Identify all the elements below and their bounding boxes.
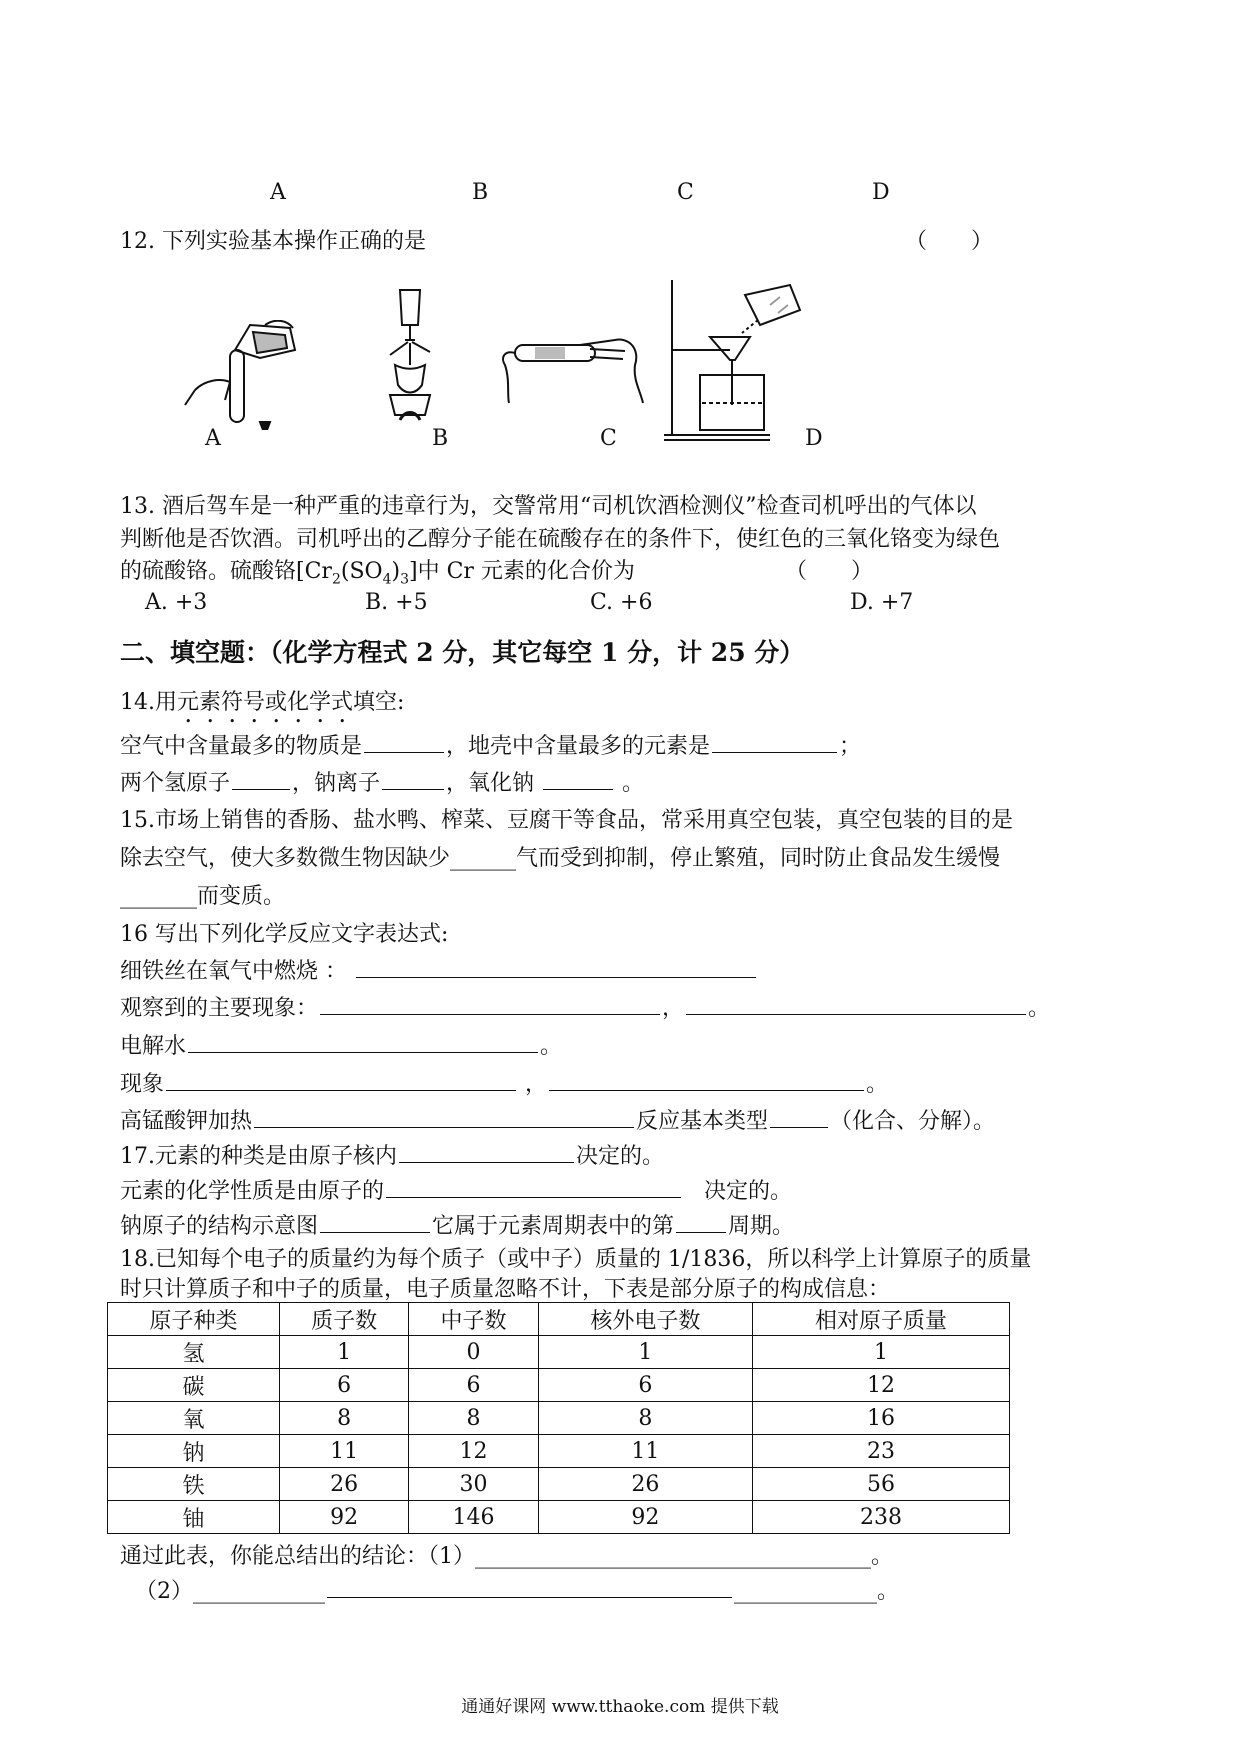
q12-answer-paren: （ ） [905,229,994,254]
table-cell: 氢 [108,1336,280,1369]
table-cell: 6 [409,1369,538,1402]
answer-blank[interactable] [770,1105,828,1128]
column-header: 中子数 [409,1303,538,1336]
q13-option-b: B. +5 [365,590,428,615]
answer-blank[interactable] [254,1105,634,1128]
answer-blank[interactable] [232,767,290,790]
answer-blank[interactable] [320,992,660,1015]
table-cell: 146 [409,1501,538,1534]
table-cell: 氧 [108,1402,280,1435]
answer-blank[interactable] [356,955,756,978]
text: ) [391,559,401,584]
page-footer: 通通好课网 www.tthaoke.com 提供下载 [461,1697,779,1717]
text: 的硫酸铬。硫酸铬[Cr [120,559,332,584]
table-cell: 30 [409,1468,538,1501]
table-header-row [108,1303,1010,1336]
text: 观察到的主要现象： [120,996,319,1021]
q12-figure-b [360,280,460,430]
text: （化合、分解）。 [830,1109,996,1134]
table-cell: 1 [279,1336,408,1369]
subscript: 4 [382,571,392,588]
text: 。 [871,1544,894,1569]
column-header: 相对原子质量 [753,1303,1010,1336]
text: 。 [622,771,645,796]
column-header: 原子种类 [108,1303,280,1336]
table-cell: 12 [753,1369,1010,1402]
table-cell: 8 [538,1402,752,1435]
table-cell: 0 [409,1336,538,1369]
atom-composition-table [107,1302,1010,1534]
column-header: 核外电子数 [538,1303,752,1336]
table-cell: 56 [753,1468,1010,1501]
text: 除去空气，使大多数微生物因缺少 [120,846,451,871]
q18-conclusion-1 [120,1542,893,1572]
figure-label: B [432,426,449,451]
text: 它属于元素周期表中的第 [432,1214,675,1239]
q13-line-2: 判断他是否饮酒。司机呼出的乙醇分子能在硫酸存在的条件下，使红色的三氧化铬变为绿色 [120,527,1001,552]
table-cell: 92 [279,1501,408,1534]
text: ； [839,734,862,759]
q13-option-c: C. +6 [590,590,653,615]
text: 决定的。 [576,1144,665,1169]
q12-figure-a [175,320,305,430]
text: 周期。 [728,1214,795,1239]
table-cell: 1 [753,1336,1010,1369]
answer-blank[interactable]: ____________________________________ [475,1544,871,1569]
answer-blank[interactable] [188,1030,538,1053]
text: ]中 Cr 元素的化合价为 [409,559,635,584]
text: 高锰酸钾加热 [120,1109,253,1134]
text: 电解水 [120,1034,187,1059]
text: ， [525,1072,548,1097]
text: 决定的。 [704,1179,793,1204]
answer-blank[interactable] [712,730,837,753]
text: （2） [135,1579,193,1604]
q13-option-a: A. +3 [145,590,208,615]
table-cell: 钠 [108,1435,280,1468]
option-label: B [472,180,489,205]
q13-line-3 [120,557,635,594]
text: 现象 [120,1072,165,1097]
q12-stem: 12. 下列实验基本操作正确的是 [120,229,426,254]
answer-blank[interactable] [364,730,444,753]
table-cell: 6 [279,1369,408,1402]
answer-blank[interactable]: _____ [734,1579,789,1604]
text: ，氧化钠 [446,771,535,796]
answer-blank[interactable] [399,1140,574,1163]
text: (SO [340,559,383,584]
table-row [108,1369,1010,1402]
figure-label: A [205,426,221,451]
q16-observe-line [120,992,1050,1024]
answer-blank[interactable] [166,1068,516,1091]
q16-phenomenon-line [120,1068,888,1100]
answer-blank[interactable] [382,767,444,790]
text: 。 [540,1034,563,1059]
table-row [108,1336,1010,1369]
q16-title: 16 写出下列化学反应文字表达式: [120,922,449,947]
table-cell: 26 [279,1468,408,1501]
text: 。 [877,1579,900,1604]
text: 两个氢原子 [120,771,231,796]
q15-line-3 [120,882,285,912]
table-cell: 92 [538,1501,752,1534]
text: 。 [1028,996,1051,1021]
q12-figure-d [660,275,810,445]
subscript: 2 [331,571,341,588]
answer-blank[interactable]: ____ [833,1579,877,1604]
answer-blank[interactable]: ____________ [193,1579,325,1604]
q14-line-1 [120,730,861,762]
text: 填空: [353,690,405,715]
answer-blank[interactable] [386,1175,681,1198]
text: 元素符号或化学式 [177,690,354,715]
text: 17.元素的种类是由原子核内 [120,1144,397,1169]
table-cell: 铀 [108,1501,280,1534]
answer-blank[interactable] [320,1210,430,1233]
q15-line-1: 15.市场上销售的香肠、盐水鸭、榨菜、豆腐干等食品，常采用真空包装，真空包装的目的是 [120,808,1013,833]
table-row [108,1435,1010,1468]
figure-label: C [600,426,617,451]
answer-blank[interactable] [686,992,1026,1015]
text: 通过此表，你能总结出的结论：（1） [120,1544,475,1569]
table-cell: 6 [538,1369,752,1402]
q18-line-2: 时只计算质子和中子的质量，电子质量忽略不计，下表是部分原子的构成信息： [120,1277,891,1302]
table-row [108,1501,1010,1534]
table-cell: 11 [279,1435,408,1468]
emphasis-text [177,690,353,715]
answer-blank[interactable] [676,1210,726,1233]
q16-water-line [120,1030,562,1062]
table-cell: 碳 [108,1369,280,1402]
q18-line-1: 18.已知每个电子的质量约为每个质子（或中子）质量的 1/1836，所以科学上计算原子的质量 [120,1247,1032,1272]
answer-blank[interactable]: _______ [120,884,197,909]
q13-answer-paren: （ ） [785,559,874,584]
text: ，钠离子 [292,771,381,796]
text: 。 [866,1072,889,1097]
text: 反应基本类型 [636,1109,769,1134]
section-2-heading: 二、填空题：（化学方程式 2 分，其它每空 1 分，计 25 分） [120,638,805,667]
table-cell: 铁 [108,1468,280,1501]
answer-blank[interactable] [327,1575,732,1598]
table-cell: 8 [279,1402,408,1435]
answer-blank[interactable] [549,1068,864,1091]
text: ，地壳中含量最多的元素是 [446,734,711,759]
option-label: A [270,180,286,205]
table-cell: 8 [409,1402,538,1435]
table-row [108,1402,1010,1435]
figure-label: D [805,426,823,451]
q18-conclusion-2 [135,1575,899,1607]
answer-blank[interactable]: ____ [789,1579,833,1604]
q14-title [120,688,404,728]
q13-line-1: 13. 酒后驾车是一种严重的违章行为，交警常用“司机饮酒检测仪”检查司机呼出的气体以 [120,494,977,519]
table-cell: 12 [409,1435,538,1468]
text: 14.用 [120,690,177,715]
table-cell: 23 [753,1435,1010,1468]
q16-kmno4-line [120,1105,995,1137]
option-label: D [872,180,890,205]
answer-blank[interactable] [543,767,613,790]
q15-line-2 [120,844,1000,874]
q17-line-3 [120,1210,794,1242]
text: 气而受到抑制，停止繁殖，同时防止食品发生缓慢 [516,846,1001,871]
text: 而变质。 [197,884,286,909]
option-label: C [677,180,694,205]
column-header: 质子数 [279,1303,408,1336]
text: 元素的化学性质是由原子的 [120,1179,385,1204]
q12-figure-c [495,325,645,405]
subscript: 3 [400,571,409,588]
q13-option-d: D. +7 [850,590,914,615]
text: 钠原子的结构示意图 [120,1214,319,1239]
table-cell: 238 [753,1501,1010,1534]
text: 空气中含量最多的物质是 [120,734,363,759]
table-row [108,1468,1010,1501]
table-cell: 1 [538,1336,752,1369]
table-cell: 26 [538,1468,752,1501]
q17-line-2 [120,1175,792,1207]
text: ， [662,996,685,1021]
table-cell: 11 [538,1435,752,1468]
q14-line-2 [120,767,644,799]
answer-blank[interactable]: ______ [450,846,517,871]
table-cell: 16 [753,1402,1010,1435]
text: 细铁丝在氧气中燃烧 ： [120,959,347,984]
q17-line-1 [120,1140,664,1172]
q16-iron-line [120,955,758,987]
